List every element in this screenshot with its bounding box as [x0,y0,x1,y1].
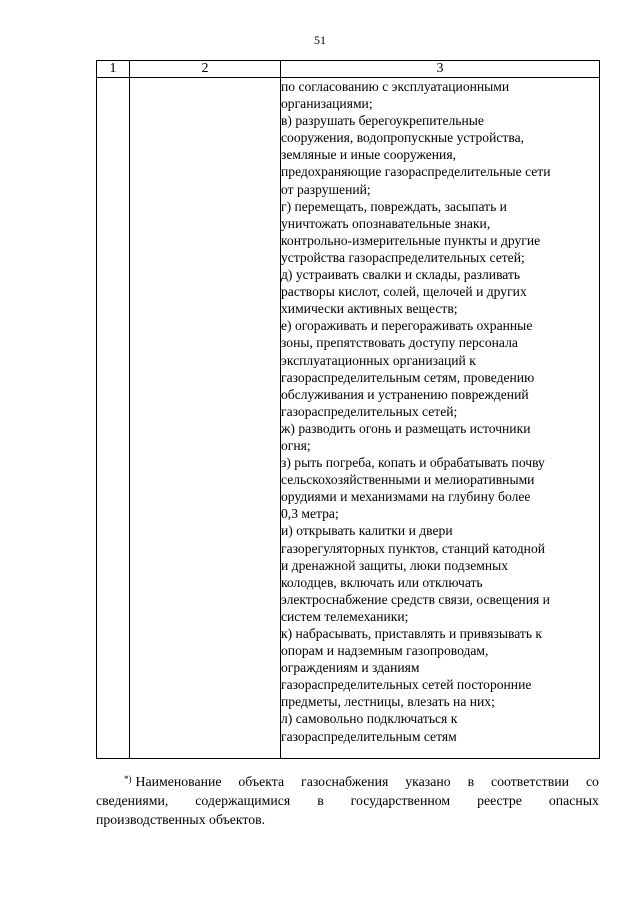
text-line: уничтожать опознавательные знаки, [281,215,491,231]
text-line: обслуживания и устранению повреждений [281,386,529,402]
table-row [97,78,600,759]
text-line: орудиями и механизмами на глубину более [281,489,531,505]
text-line: газорегуляторных пунктов, станций катодной [281,540,546,556]
text-line: ограждениям и зданиям [281,660,420,676]
text-line: газораспределительных сетей посторонние [281,677,532,693]
footnote-word: реестре [477,793,522,808]
text-line: д) устраивать свалки и склады, разливать [281,267,521,283]
footnote-word-with-marker [124,772,221,791]
text-line: земляные и иные сооружения, [281,147,456,163]
text-line: опорам и надземным газопроводам, [281,643,489,659]
text-line: систем телемеханики; [281,608,409,624]
text-line: и) открывать калитки и двери [281,523,453,539]
text-line: г) перемещать, повреждать, засыпать и [281,198,507,214]
text-line: зоны, препятствовать доступу персонала [281,335,518,351]
footnote-word: сведениями, [96,793,169,808]
text-line: устройства газораспределительных сетей; [281,249,525,265]
text-line: газораспределительных сетей; [281,403,458,419]
text-line: организациями; [281,96,373,112]
text-line: контрольно-измерительные пункты и другие [281,232,541,248]
text-line: л) самовольно подключаться к [281,711,458,727]
footnote-line-1 [96,772,599,791]
footnote-word: газоснабжения [301,774,389,789]
text-line: огня; [281,437,311,453]
text-line: сооружения, водопропускные устройства, [281,130,525,146]
footnote [96,772,599,829]
column-2-cell [130,78,281,759]
column-header-2: 2 [130,61,281,78]
text-line: электроснабжение средств связи, освещения и [281,591,550,607]
footnote-word: указано [405,774,451,789]
text-line: к) набрасывать, приставлять и привязывать к [281,626,543,641]
text-line: по согласованию с эксплуатационными [281,79,510,94]
text-line: эксплуатационных организаций к [281,352,476,368]
text-line: ж) разводить огонь и размещать источники [281,420,531,436]
footnote-marker: *) [124,774,132,784]
requirements-table [96,60,600,759]
footnote-word: со [585,774,599,789]
table-header-row [97,61,600,78]
text-line: сельскохозяйственными и мелиоративными [281,472,535,488]
footnote-line-3: производственных объектов. [96,812,266,827]
footnote-word: в [317,793,324,808]
text-line: колодцев, включать или отключать [281,574,483,590]
column-3-cell [281,78,600,759]
footnote-word: объекта [238,774,285,789]
text-line: химически активных веществ; [281,301,458,317]
footnote-word: государственном [350,793,451,808]
text-line: растворы кислот, солей, щелочей и других [281,284,527,300]
footnote-word: соответствии [491,774,569,789]
text-line: от разрушений; [281,181,371,197]
text-line: предметы, лестницы, влезать на них; [281,694,495,710]
footnote-word: содержащимися [195,793,291,808]
page-number: 51 [314,33,326,47]
column-header-3: 3 [281,61,600,78]
footnote-word: в [467,774,475,789]
text-line: з) рыть погреба, копать и обрабатывать почву [281,455,545,471]
text-line: и дренажной защиты, люки подземных [281,557,509,573]
footnote-line-2 [96,791,599,810]
footnote-word: опасных [548,793,599,808]
text-line: 0,3 метра; [281,506,339,522]
text-line: предохраняющие газораспределительные сети [281,164,551,180]
text-line: газораспределительным сетям [281,728,457,744]
text-line: газораспределительным сетям, проведению [281,369,535,385]
text-line: в) разрушать берегоукрепительные [281,113,484,129]
footnote-word: Наименование [135,774,222,789]
text-line: е) огораживать и перегораживать охранные [281,318,533,334]
column-1-cell [97,78,130,759]
column-header-1: 1 [97,61,130,78]
